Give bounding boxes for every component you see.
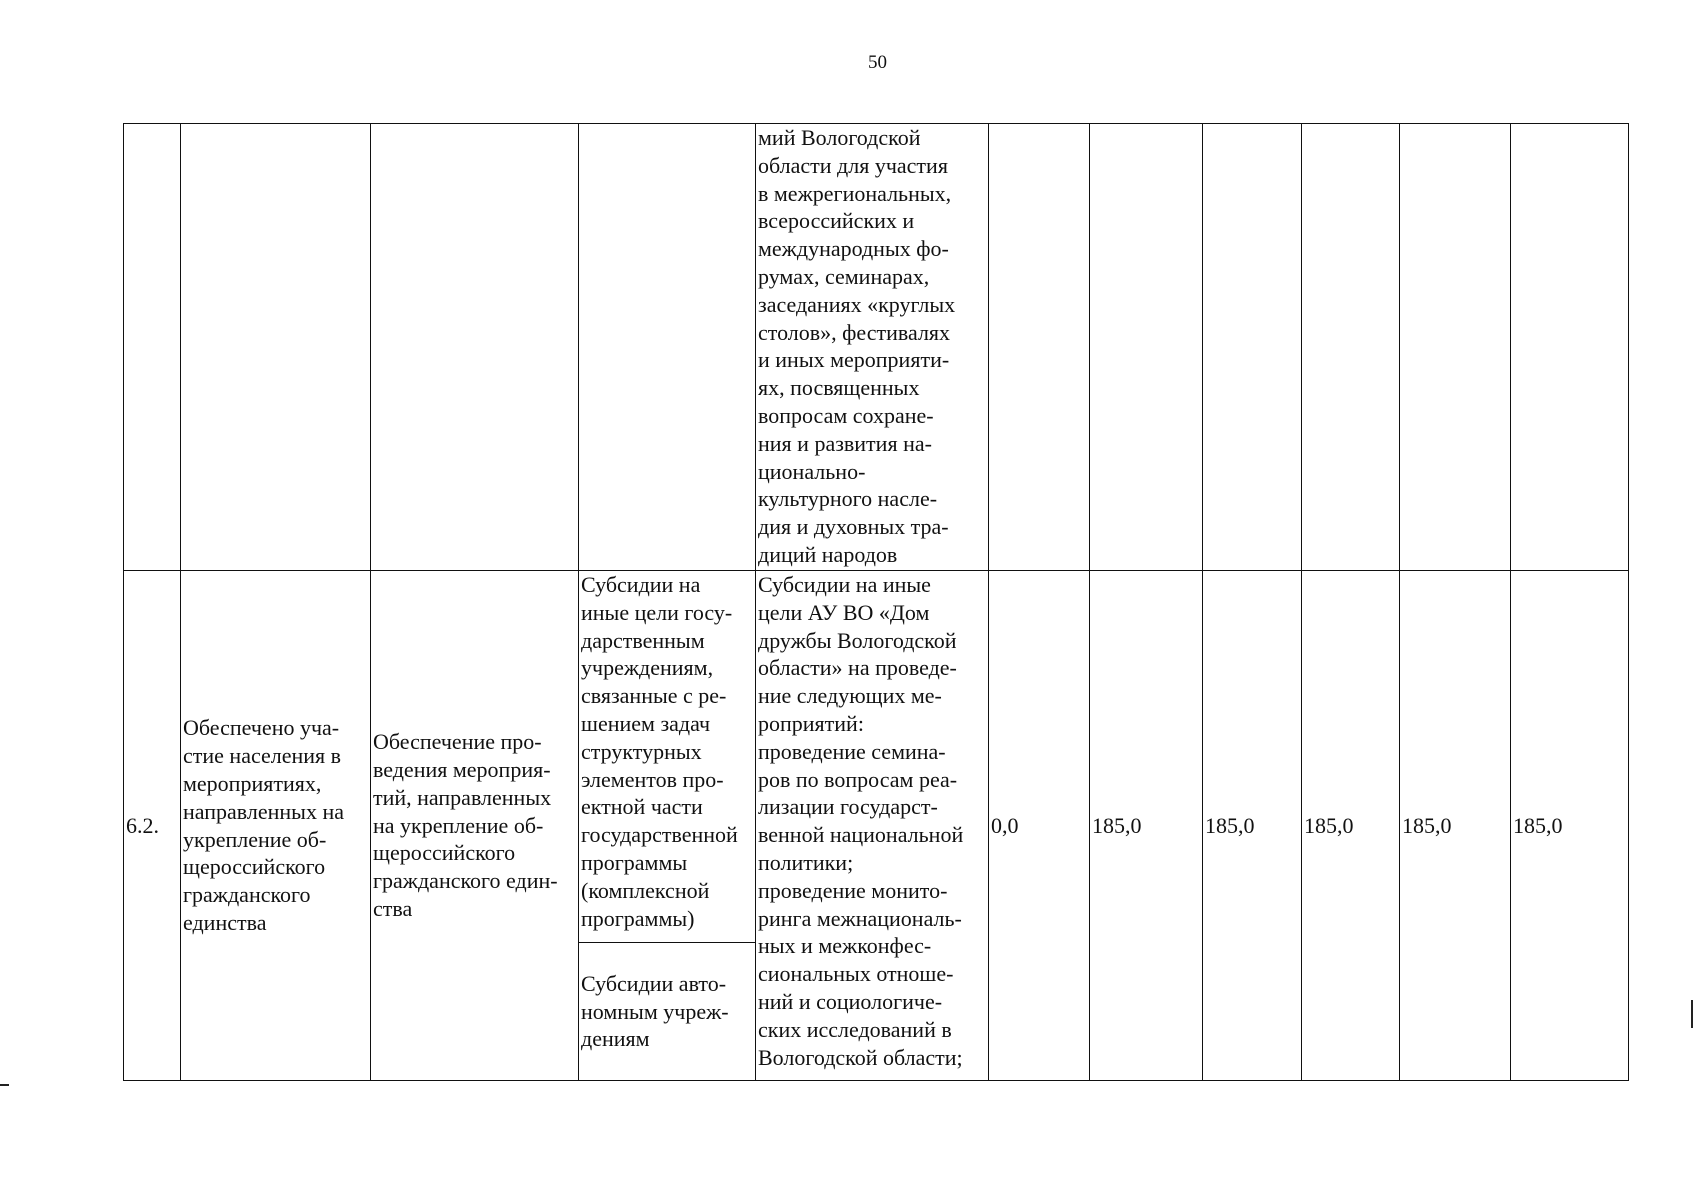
- page-number: 50: [868, 52, 887, 73]
- cell-value-6: 185,0: [1511, 571, 1629, 1081]
- cell-number: [124, 124, 181, 571]
- cell-value: [989, 124, 1090, 571]
- cell-value: [1302, 124, 1400, 571]
- cell-result: [181, 124, 371, 571]
- program-table: [123, 123, 1629, 1081]
- cell-activity-continuation: мий Вологодской области для участия в межрегиональных, всероссийских и международных фо- румах, семинарах, заседаниях «круглых столов», фестивалях и иных мероприяти- ях, посвященных вопросам сохране- ния и развития на- ционально- культурного насле- дия и духовных тра- диций народов: [756, 124, 989, 571]
- cell-value-5: 185,0: [1400, 571, 1511, 1081]
- table-row-continuation: [124, 124, 1629, 571]
- cell-expense-type: [579, 124, 756, 571]
- cell-value: [1400, 124, 1511, 571]
- cell-expense-type-1: Субсидии на иные цели госу- дарственным учреждениям, связанные с ре- шением задач структурных элементов про- ектной части государственной программы (комплексной программы): [579, 571, 756, 943]
- cell-description: Субсидии на иные цели АУ ВО «Дом дружбы Вологодской области» на проведе- ние следующих ме- роприятий: проведение семина- ров по вопросам реа- лизации государст- венной национальной политики; проведение монито- ринга межнациональ- ных и межконфес- сиональных отноше- ний и социологиче- ских исследований в Вологодской области;: [756, 571, 989, 1081]
- scan-edge-mark-left: [0, 1084, 9, 1086]
- cell-value: [1203, 124, 1302, 571]
- cell-value-4: 185,0: [1302, 571, 1400, 1081]
- cell-value-1: 0,0: [989, 571, 1090, 1081]
- cell-expense-type-2: Субсидии авто- номным учреж- дениям: [579, 943, 756, 1081]
- cell-value-3: 185,0: [1203, 571, 1302, 1081]
- cell-result: Обеспечено уча- стие населения в мероприятиях, направленных на укрепление об- щероссийского гражданского единства: [181, 571, 371, 1081]
- cell-task: Обеспечение про- ведения мероприя- тий, направленных на укрепление об- щероссийского гражданского един- ства: [371, 571, 579, 1081]
- cell-row-number: 6.2.: [124, 571, 181, 1081]
- cell-task: [371, 124, 579, 571]
- cell-value: [1090, 124, 1203, 571]
- cell-value-2: 185,0: [1090, 571, 1203, 1081]
- scan-edge-mark-right: [1691, 1000, 1693, 1028]
- table-row-6-2: [124, 571, 1629, 943]
- cell-value: [1511, 124, 1629, 571]
